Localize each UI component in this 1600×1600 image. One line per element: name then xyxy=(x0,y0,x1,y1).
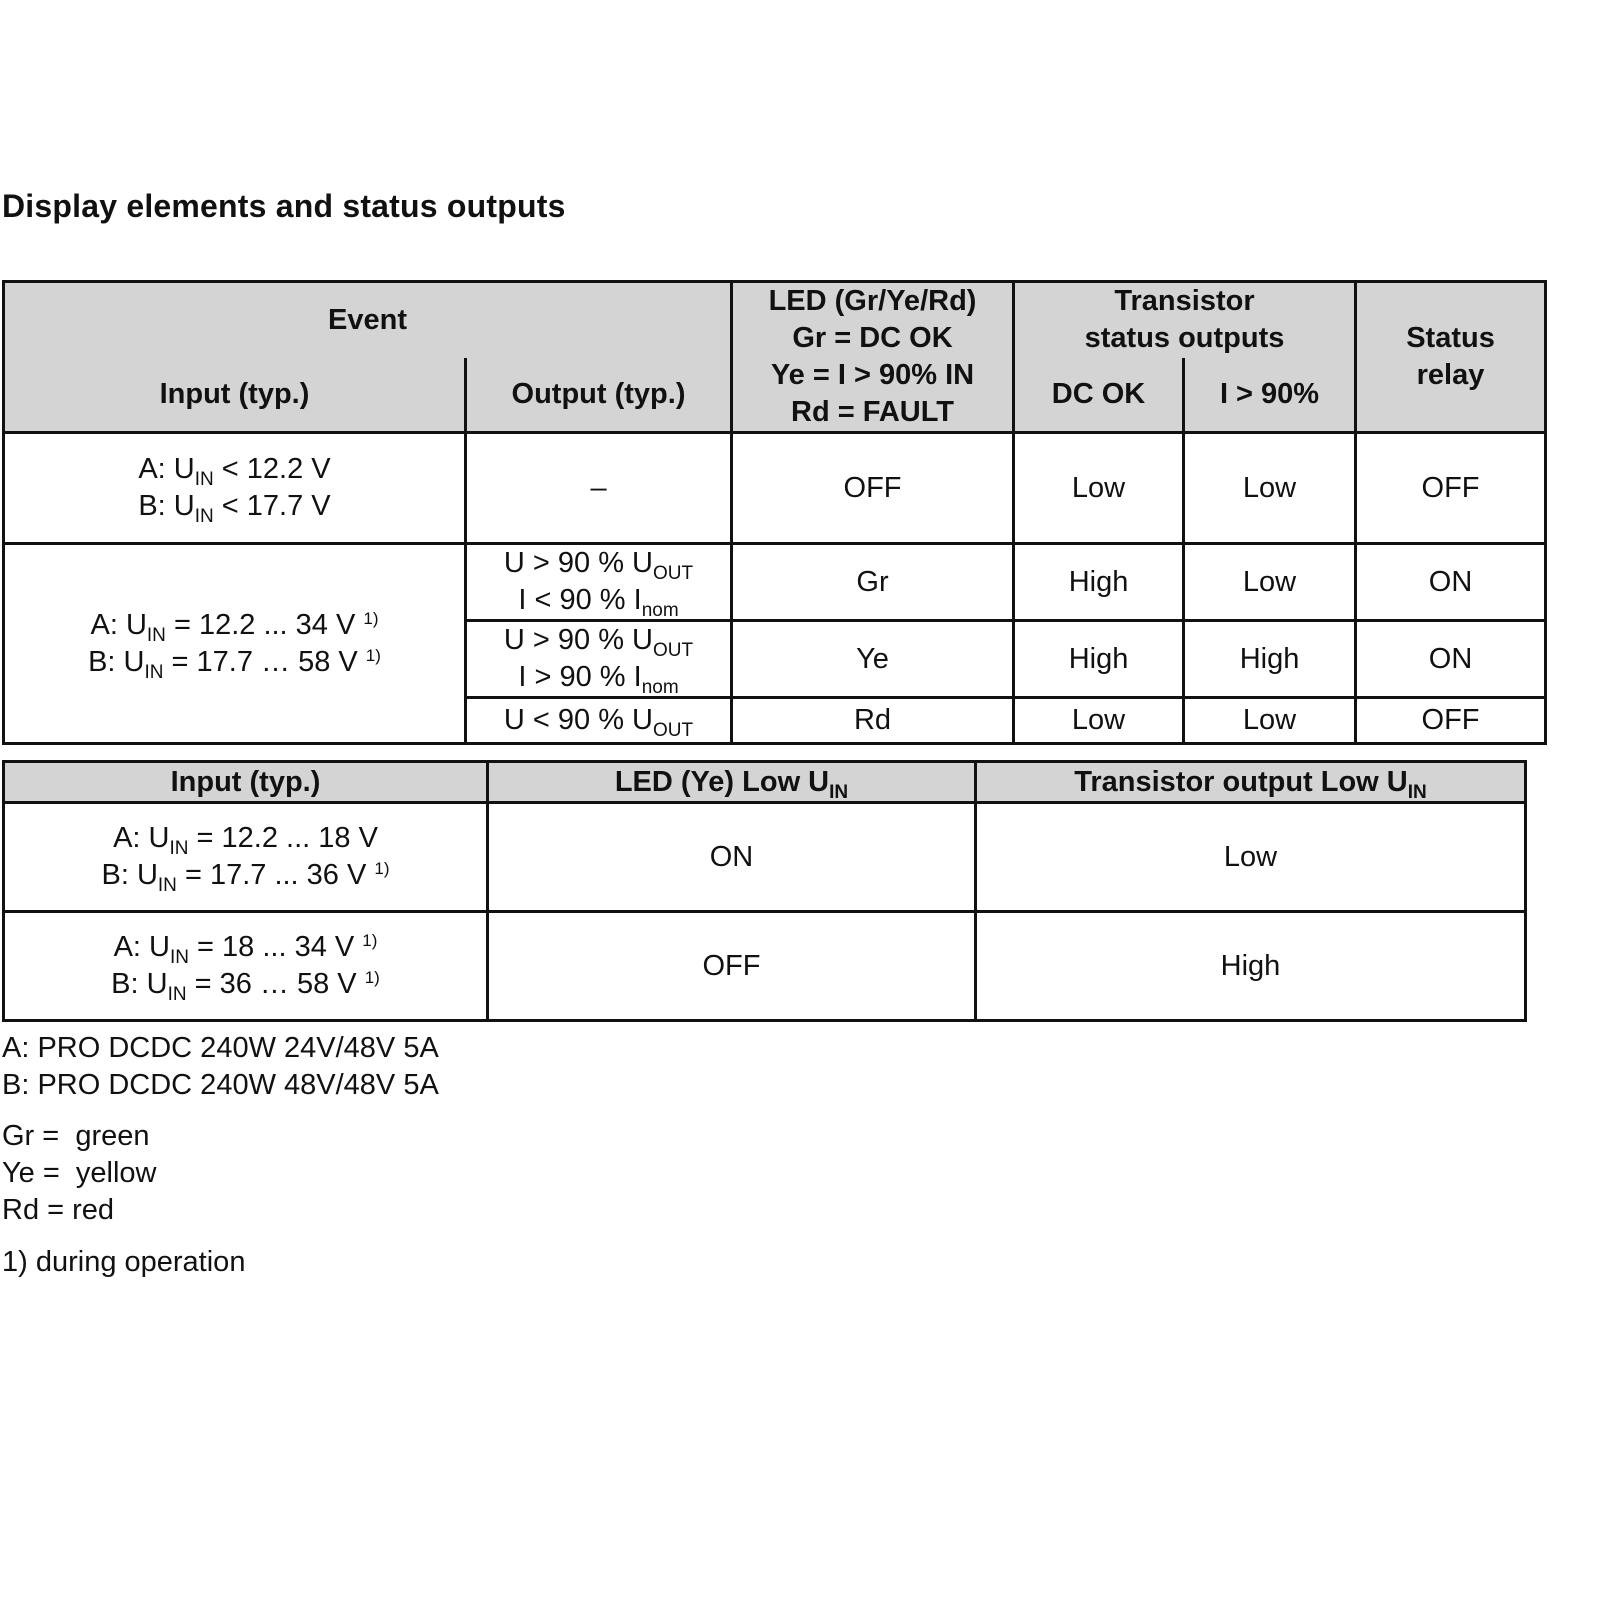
input-a: A: $U_{IN} = 12.2$ ... 18 V xyxy=(113,822,378,859)
footnote xyxy=(2,1244,245,1281)
input-b: B: $U_{IN} = 17.7$ ... 36 V $^{1)}$ xyxy=(101,859,390,896)
low-uin-table xyxy=(2,760,1527,1022)
output-cell xyxy=(466,621,732,698)
input-a: A: $U_{IN} < 12.2$ V xyxy=(138,453,331,490)
relay-cell: ON xyxy=(1356,544,1546,621)
header-led-line: Ye = I > 90% IN xyxy=(770,359,975,391)
header-relay-line: Status xyxy=(1406,322,1495,354)
transistor-cell: High xyxy=(976,912,1526,1021)
i90-cell: Low xyxy=(1184,698,1356,744)
input-cell xyxy=(4,433,466,544)
input-cell xyxy=(4,544,466,744)
i90-cell: Low xyxy=(1184,433,1356,544)
input-cell xyxy=(4,803,488,912)
relay-cell: ON xyxy=(1356,621,1546,698)
input-cell xyxy=(4,912,488,1021)
header-input: Input (typ.) xyxy=(4,358,466,433)
legend-item: Rd = red xyxy=(2,1194,115,1226)
table-row xyxy=(4,912,1526,1021)
status-table xyxy=(2,280,1547,745)
led-cell: Gr xyxy=(732,544,1014,621)
output-cell: – xyxy=(466,433,732,544)
header-transistor-line: Transistor xyxy=(1114,285,1255,318)
dc-ok-cell: High xyxy=(1014,621,1184,698)
header-transistor-line: status outputs xyxy=(1084,322,1285,355)
header-led-line: Gr = DC OK xyxy=(792,322,953,354)
header-led-line: Rd = FAULT xyxy=(791,396,954,428)
model-note: A: PRO DCDC 240W 24V/48V 5A xyxy=(2,1032,439,1064)
i90-cell: Low xyxy=(1184,544,1356,621)
relay-cell: OFF xyxy=(1356,698,1546,744)
output-line: U < 90 % $U_{OUT}$ xyxy=(503,704,694,741)
header-led-line: LED (Gr/Ye/Rd) xyxy=(768,285,977,317)
header-status-relay xyxy=(1356,282,1546,433)
header-transistor-low-uin: Transistor output Low $U_{IN}$ xyxy=(976,762,1526,803)
led-cell: Rd xyxy=(732,698,1014,744)
header-input: Input (typ.) xyxy=(4,762,488,803)
output-line: I > 90 % $I_{nom}$ xyxy=(518,661,679,698)
output-line: I < 90 % $I_{nom}$ xyxy=(518,584,679,621)
model-notes xyxy=(2,1030,439,1104)
header-transistor xyxy=(1014,282,1356,358)
output-cell xyxy=(466,544,732,621)
relay-cell: OFF xyxy=(1356,433,1546,544)
dc-ok-cell: High xyxy=(1014,544,1184,621)
header-dc-ok: DC OK xyxy=(1014,358,1184,433)
legend-item: Ye = yellow xyxy=(2,1157,157,1189)
table-row xyxy=(4,544,1546,621)
led-cell: OFF xyxy=(732,433,1014,544)
header-relay-line: relay xyxy=(1416,359,1485,391)
input-b: B: $U_{IN} = 36$ … 58 V $^{1)}$ xyxy=(111,968,380,1005)
table-row xyxy=(4,433,1546,544)
table-row xyxy=(4,803,1526,912)
input-b: B: $U_{IN} < 17.7$ V xyxy=(138,490,331,527)
transistor-cell: Low xyxy=(976,803,1526,912)
output-cell xyxy=(466,698,732,744)
output-line: U > 90 % $U_{OUT}$ xyxy=(503,547,694,584)
input-a: A: $U_{IN} = 12.2$ ... 34 V $^{1)}$ xyxy=(90,608,379,646)
header-i90: I > 90% xyxy=(1184,358,1356,433)
led-cell: ON xyxy=(488,803,976,912)
input-b: B: $U_{IN} = 17.7$ … 58 V $^{1)}$ xyxy=(88,645,381,683)
header-output: Output (typ.) xyxy=(466,358,732,433)
header-led-low-uin: LED (Ye) Low $U_{IN}$ xyxy=(488,762,976,803)
page-title: Display elements and status outputs xyxy=(2,188,566,224)
input-a: A: $U_{IN} = 18$ ... 34 V $^{1)}$ xyxy=(113,931,378,968)
led-cell: OFF xyxy=(488,912,976,1021)
dc-ok-cell: Low xyxy=(1014,433,1184,544)
dc-ok-cell: Low xyxy=(1014,698,1184,744)
color-legend xyxy=(2,1118,157,1229)
legend-item: Gr = green xyxy=(2,1120,150,1152)
i90-cell: High xyxy=(1184,621,1356,698)
led-cell: Ye xyxy=(732,621,1014,698)
header-event: Event xyxy=(4,282,732,358)
output-line: U > 90 % $U_{OUT}$ xyxy=(503,624,694,661)
model-note: B: PRO DCDC 240W 48V/48V 5A xyxy=(2,1069,439,1101)
footnote-text: 1) during operation xyxy=(2,1246,246,1278)
header-led xyxy=(732,282,1014,433)
